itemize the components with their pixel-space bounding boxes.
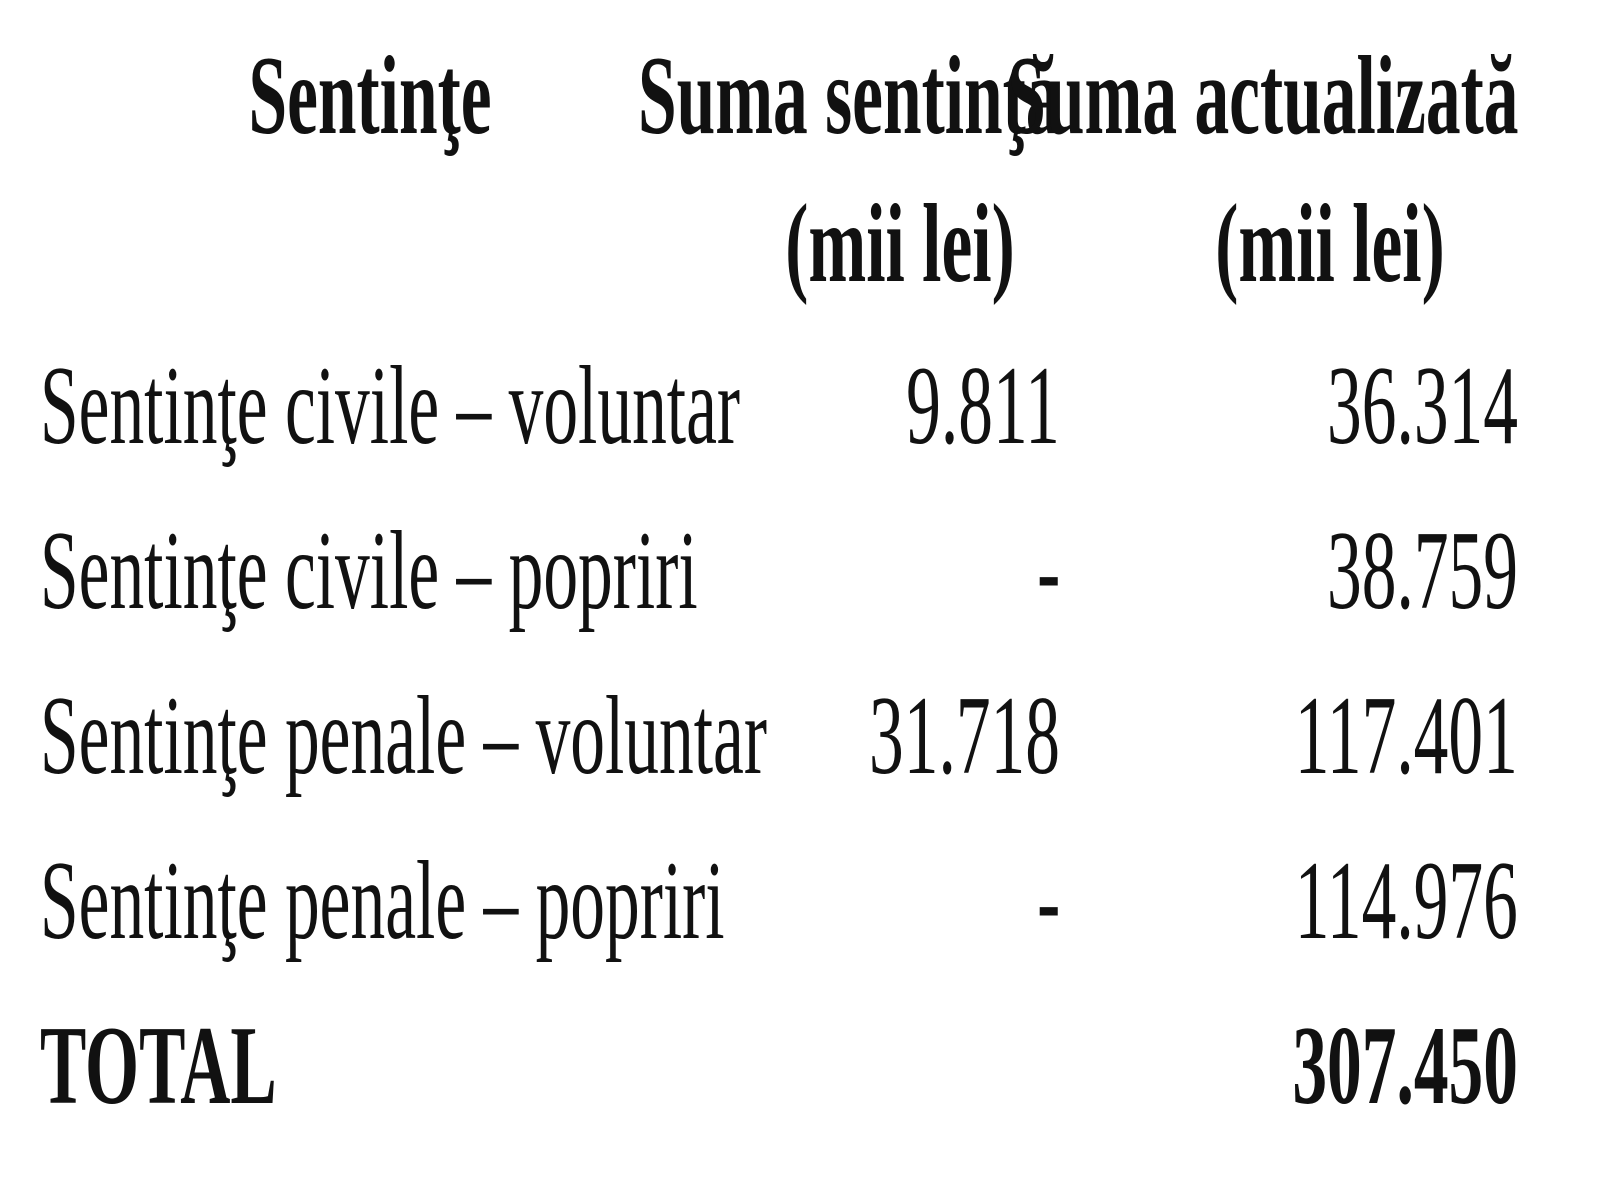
header-suma-actualizata: Suma actualizată — [1006, 34, 1518, 158]
row-suma-sentinta: - — [1036, 839, 1060, 963]
row-label: Sentinţe civile – popriri — [40, 509, 698, 633]
header-suma-actualizata-unit: (mii lei) — [1215, 182, 1445, 306]
row-suma-actualizata: 38.759 — [1327, 509, 1518, 633]
row-suma-sentinta: 9.811 — [906, 344, 1060, 468]
row-suma-sentinta: 31.718 — [869, 674, 1060, 798]
row-label: Sentinţe civile – voluntar — [40, 344, 741, 468]
total-suma-actualizata: 307.450 — [1292, 1004, 1518, 1128]
total-label: TOTAL — [40, 1004, 277, 1128]
row-suma-actualizata: 117.401 — [1294, 674, 1518, 798]
header-suma-sentinta-unit: (mii lei) — [785, 182, 1015, 306]
header-suma-sentinta: Suma sentinţă — [637, 34, 1060, 158]
row-suma-actualizata: 114.976 — [1294, 839, 1518, 963]
header-sentinte: Sentinţe — [248, 34, 492, 158]
row-suma-actualizata: 36.314 — [1327, 344, 1518, 468]
row-label: Sentinţe penale – voluntar — [40, 674, 767, 798]
row-suma-sentinta: - — [1036, 509, 1060, 633]
row-label: Sentinţe penale – popriri — [40, 839, 725, 963]
